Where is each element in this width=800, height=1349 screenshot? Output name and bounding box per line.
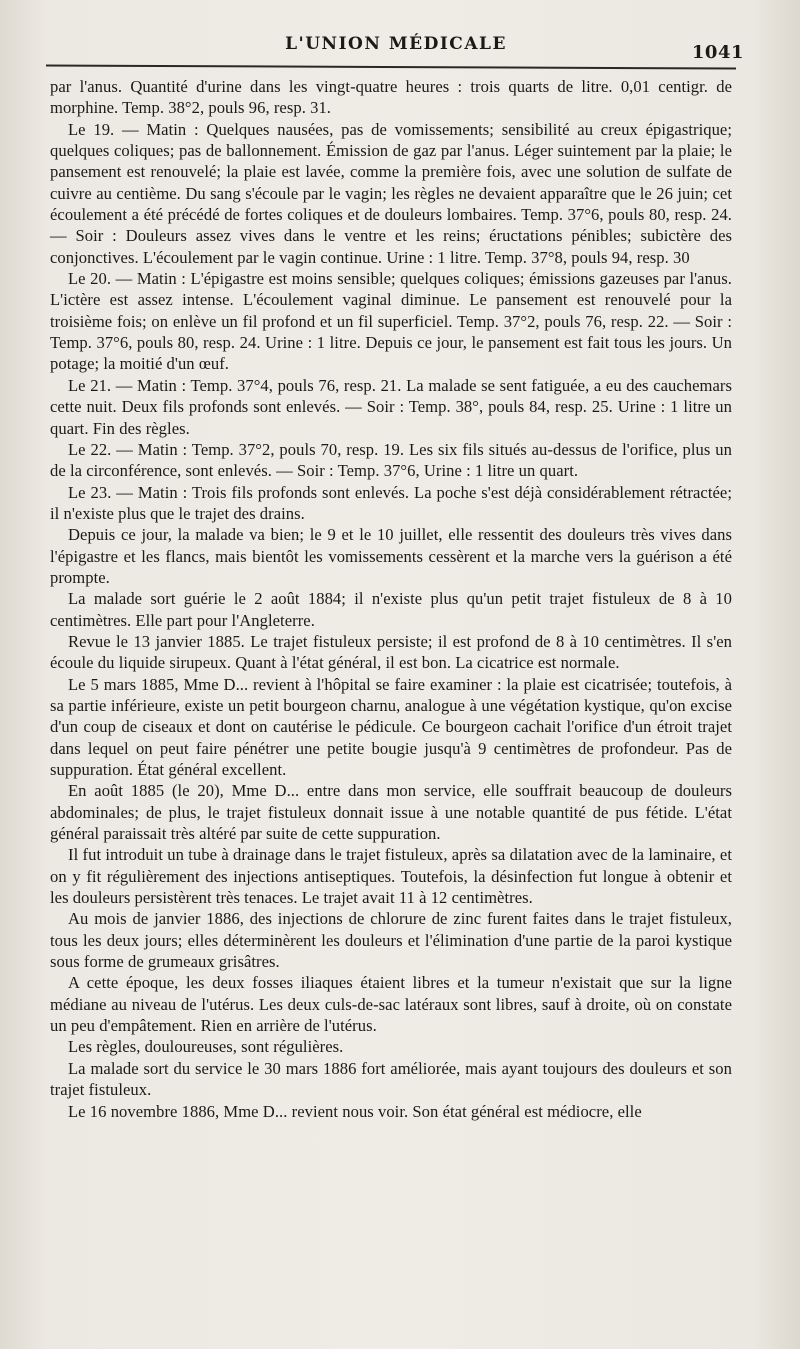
paragraph: Le 16 novembre 1886, Mme D... revient nous voir. Son état général est médiocre, elle xyxy=(68,1101,642,1121)
page-number: 1041 xyxy=(691,42,744,63)
paragraph: La malade sort du service le 30 mars 1886 fort améliorée, mais ayant toujours des douleurs et son trajet fistuleux. xyxy=(50,1058,732,1100)
body-text xyxy=(50,76,732,1122)
paragraph: A cette époque, les deux fosses iliaques étaient libres et la tumeur n'existait que sur la ligne médiane au niveau de l'utérus. Les deux culs-de-sac latéraux sont libres, sauf à droite, où on constate un peu d'empâtement. Rien en arrière de l'utérus. xyxy=(50,973,732,1036)
journal-title: L'UNION MÉDICALE xyxy=(285,34,507,54)
paragraph: En août 1885 (le 20), Mme D... entre dans mon service, elle souffrait beaucoup de douleurs abdominales; de plus, le trajet fistuleux donnait issue à une notable quantité de pus fétide. L'état général paraissait très altéré par suite de cette suppuration. xyxy=(50,781,732,844)
page-header xyxy=(48,30,744,64)
paragraph: Les règles, douloureuses, sont régulières. xyxy=(68,1037,344,1057)
paragraph: Le 20. — Matin : L'épigastre est moins sensible; quelques coliques; émissions gazeuses par l'anus. L'ictère est assez intense. L'écoulement vaginal diminue. Le pansement est renouvelé pour la troisième fois; on enlève un fil profond et un fil superficiel. Temp. 37°2, pouls 76, resp. 22. — Soir : Temp. 37°6, pouls 80, resp. 24. Urine : 1 litre. Depuis ce jour, le pansement est fait tous les jours. Un potage; la moitié d'un œuf. xyxy=(50,269,732,374)
header-rule xyxy=(46,64,736,69)
paragraph: Le 23. — Matin : Trois fils profonds sont enlevés. La poche s'est déjà considérablement rétractée; il n'existe plus que le trajet des drains. xyxy=(50,482,732,523)
paragraph: Le 21. — Matin : Temp. 37°4, pouls 76, resp. 21. La malade se sent fatiguée, a eu des cauchemars cette nuit. Deux fils profonds sont enlevés. — Soir : Temp. 38°, pouls 84, resp. 25. Urine : 1 litre un quart. Fin des règles. xyxy=(50,375,732,438)
paragraph: Le 19. — Matin : Quelques nausées, pas de vomissements; sensibilité au creux épigastrique; quelques coliques; pas de ballonnement. Émission de gaz par l'anus. Léger suintement par la plaie; le pansement est renouvelé; la plaie est lavée, comme la première fois, avec une solution de sulfate de cuivre au centième. Du sang s'écoule par le vagin; les règles ne devaient apparaître que le 26 juin; cet écoulement a été précédé de fortes coliques et de douleurs lombaires. Temp. 37°6, pouls 80, resp. 24. — Soir : Douleurs assez vives dans le ventre et les reins; éructations pénibles; subictère des conjonctives. L'écoulement par le vagin continue. Urine : 1 litre. Temp. 37°8, pouls 94, resp. 30 xyxy=(50,119,732,267)
paragraph: Le 22. — Matin : Temp. 37°2, pouls 70, resp. 19. Les six fils situés au-dessus de l'orifice, plus un de la circonférence, sont enlevés. — Soir : Temp. 37°6, Urine : 1 litre un quart. xyxy=(50,439,732,481)
paragraph: Revue le 13 janvier 1885. Le trajet fistuleux persiste; il est profond de 8 à 10 centimètres. Il s'en écoule du liquide sirupeux. Quant à l'état général, il est bon. La cicatrice est normale. xyxy=(50,631,732,673)
paragraph: Au mois de janvier 1886, des injections de chlorure de zinc furent faites dans le trajet fistuleux, tous les deux jours; elles déterminèrent les douleurs et l'élimination d'une partie de la paroi kystique sous forme de grumeaux grisâtres. xyxy=(50,909,732,972)
paragraph: Il fut introduit un tube à drainage dans le trajet fistuleux, après sa dilatation avec de la laminaire, et on y fit régulièrement des injections antiseptiques. Toutefois, la désinfection fut longue à obtenir et les douleurs persistèrent très tenaces. Le trajet avait 11 à 12 centimètres. xyxy=(50,845,732,908)
paragraph: La malade sort guérie le 2 août 1884; il n'existe plus qu'un petit trajet fistuleux de 8 à 10 centimètres. Elle part pour l'Angleterre. xyxy=(50,589,732,630)
paragraph: Le 5 mars 1885, Mme D... revient à l'hôpital se faire examiner : la plaie est cicatrisée; toutefois, à sa partie inférieure, existe un petit bourgeon charnu, analogue à une végétation kystique, qu'on excise d'un coup de ciseaux et dont on cautérise le pédicule. Ce bourgeon cachait l'orifice d'un étroit trajet dans lequel on peut faire pénétrer une petite bougie jusqu'à 9 centimètres de profondeur. Pas de suppuration. État général excellent. xyxy=(50,674,732,779)
paragraph: Depuis ce jour, la malade va bien; le 9 et le 10 juillet, elle ressentit des douleurs très vives dans l'épigastre et les flancs, mais bientôt les vomissements cessèrent et la marche vers la guérison a été prompte. xyxy=(50,525,732,587)
paragraph: par l'anus. Quantité d'urine dans les vingt-quatre heures : trois quarts de litre. 0,01 centigr. de morphine. Temp. 38°2, pouls 96, resp. 31. xyxy=(50,77,732,118)
